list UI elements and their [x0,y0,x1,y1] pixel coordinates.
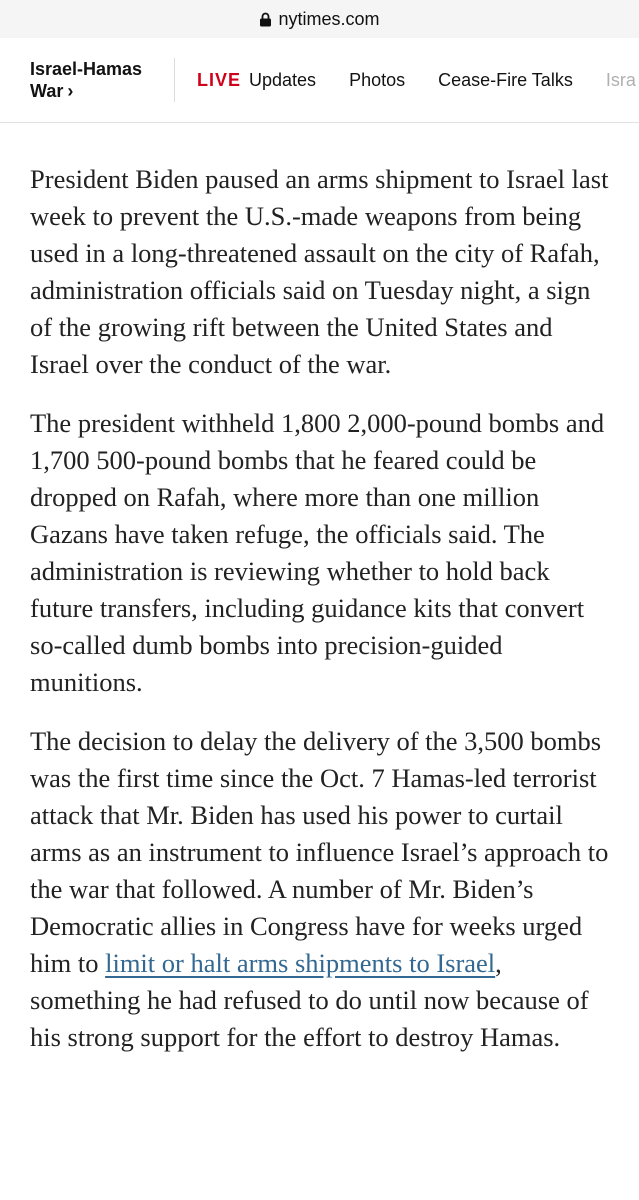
arms-shipments-link[interactable]: limit or halt arms shipments to Israel [105,948,496,978]
section-nav [0,38,639,123]
address-bar[interactable] [0,0,639,38]
live-label: LIVE [197,69,242,90]
article-paragraph: The president withheld 1,800 2,000-pound bombs and 1,700 500-pound bombs that he feared could be dropped on Rafah, where more than one million Gazans have taken refuge, the officials said. The administration is reviewing whether to hold back future transfers, including guidance kits that convert so-called dumb bombs into precision-guided munitions. [30,408,605,697]
article-body [0,123,639,1056]
nav-item-label: Updates [249,69,317,90]
paragraph-text: The decision to delay the delivery of the 3,500 bombs was the first time since the Oct. 7 Hamas-led terrorist attack that Mr. Biden has used his power to curtail arms as an instrument to influence Israel’s approach to the war that followed. A number of Mr. Biden’s Democratic allies in Congress have for weeks urged him to [30,726,609,978]
nav-item-photos[interactable]: Photos [349,69,406,90]
paragraph-text: , something he had refused to do until now because of his strong support for the effort to destroy Hamas. [30,948,589,1052]
lock-icon [259,12,272,27]
nav-items [197,70,639,91]
article-paragraph [30,723,609,1056]
article-paragraph: President Biden paused an arms shipment to Israel last week to prevent the U.S.-made weapons from being used in a long-threatened assault on the city of Rafah, administration officials said on Tuesday night, a sign of the growing rift between the United States and Israel over the conduct of the war. [30,164,609,379]
section-title-link[interactable] [0,58,143,102]
chevron-right-icon: › [67,81,74,101]
nav-item-truncated[interactable]: Isra [605,69,636,90]
nav-item-live-updates[interactable] [197,70,316,91]
nav-divider [174,58,175,102]
nav-item-cease-fire-talks[interactable]: Cease-Fire Talks [438,69,573,90]
section-title-line2: War [30,81,64,101]
url-text: nytimes.com [278,8,380,29]
section-title-line1: Israel-Hamas [30,59,143,79]
